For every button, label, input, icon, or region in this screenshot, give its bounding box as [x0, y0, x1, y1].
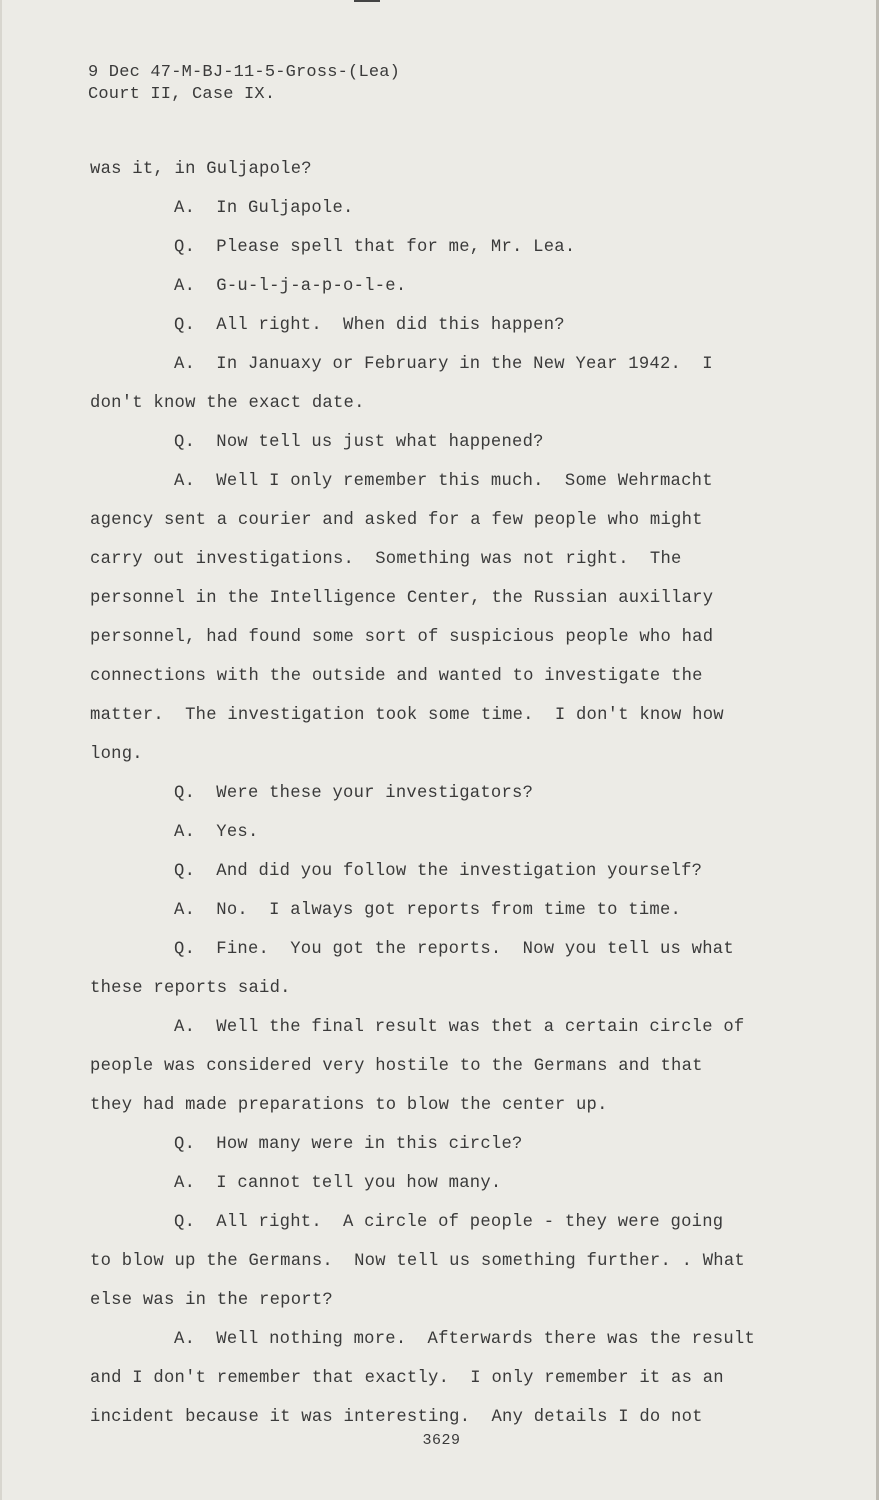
- transcript-line: Q. Now tell us just what happened?: [174, 433, 544, 452]
- transcript-line: A. G-u-l-j-a-p-o-l-e.: [174, 277, 407, 296]
- document-header: [88, 62, 400, 106]
- transcript-line: to blow up the Germans. Now tell us something further. . What: [90, 1252, 745, 1271]
- transcript-line: these reports said.: [90, 979, 291, 998]
- transcript-line: A. I cannot tell you how many.: [174, 1174, 502, 1193]
- transcript-line: Q. How many were in this circle?: [174, 1135, 523, 1154]
- transcript-line: carry out investigations. Something was not right. The: [90, 550, 682, 569]
- transcript-line: was it, in Guljapole?: [90, 160, 312, 179]
- transcript-line: A. Well I only remember this much. Some Wehrmacht: [174, 472, 713, 491]
- header-line-2: Court II, Case IX.: [88, 85, 276, 104]
- transcript-line: connections with the outside and wanted to investigate the: [90, 667, 703, 686]
- top-edge-mark: [354, 0, 380, 2]
- transcript-line: personnel in the Intelligence Center, the Russian auxillary: [90, 589, 714, 608]
- transcript-line: A. Yes.: [174, 823, 259, 842]
- transcript-line: people was considered very hostile to the Germans and that: [90, 1057, 703, 1076]
- transcript-line: A. No. I always got reports from time to time.: [174, 901, 682, 920]
- transcript-line: Q. And did you follow the investigation yourself?: [174, 862, 703, 881]
- transcript-line: A. In Januaxy or February in the New Year 1942. I: [174, 355, 713, 374]
- transcript-line: else was in the report?: [90, 1291, 333, 1310]
- transcript-line: Q. All right. When did this happen?: [174, 316, 565, 335]
- transcript-line: and I don't remember that exactly. I only remember it as an: [90, 1369, 724, 1388]
- transcript-line: agency sent a courier and asked for a few people who might: [90, 511, 703, 530]
- transcript-line: A. Well nothing more. Afterwards there was the result: [174, 1330, 756, 1349]
- transcript-line: don't know the exact date.: [90, 394, 365, 413]
- transcript-line: incident because it was interesting. Any details I do not: [90, 1408, 703, 1427]
- transcript-line: they had made preparations to blow the center up.: [90, 1096, 608, 1115]
- transcript-line: Q. Fine. You got the reports. Now you tell us what: [174, 940, 734, 959]
- transcript-line: long.: [90, 745, 143, 764]
- header-line-1: 9 Dec 47-M-BJ-11-5-Gross-(Lea): [88, 63, 401, 82]
- page-number: 3629: [422, 1432, 461, 1449]
- transcript-line: personnel, had found some sort of suspicious people who had: [90, 628, 714, 647]
- transcript-line: A. Well the final result was thet a certain circle of: [174, 1018, 745, 1037]
- transcript-line: A. In Guljapole.: [174, 199, 354, 218]
- transcript-line: matter. The investigation took some time. I don't know how: [90, 706, 724, 725]
- transcript-line: Q. Please spell that for me, Mr. Lea.: [174, 238, 576, 257]
- transcript-line: Q. All right. A circle of people - they were going: [174, 1213, 724, 1232]
- transcript-line: Q. Were these your investigators?: [174, 784, 534, 803]
